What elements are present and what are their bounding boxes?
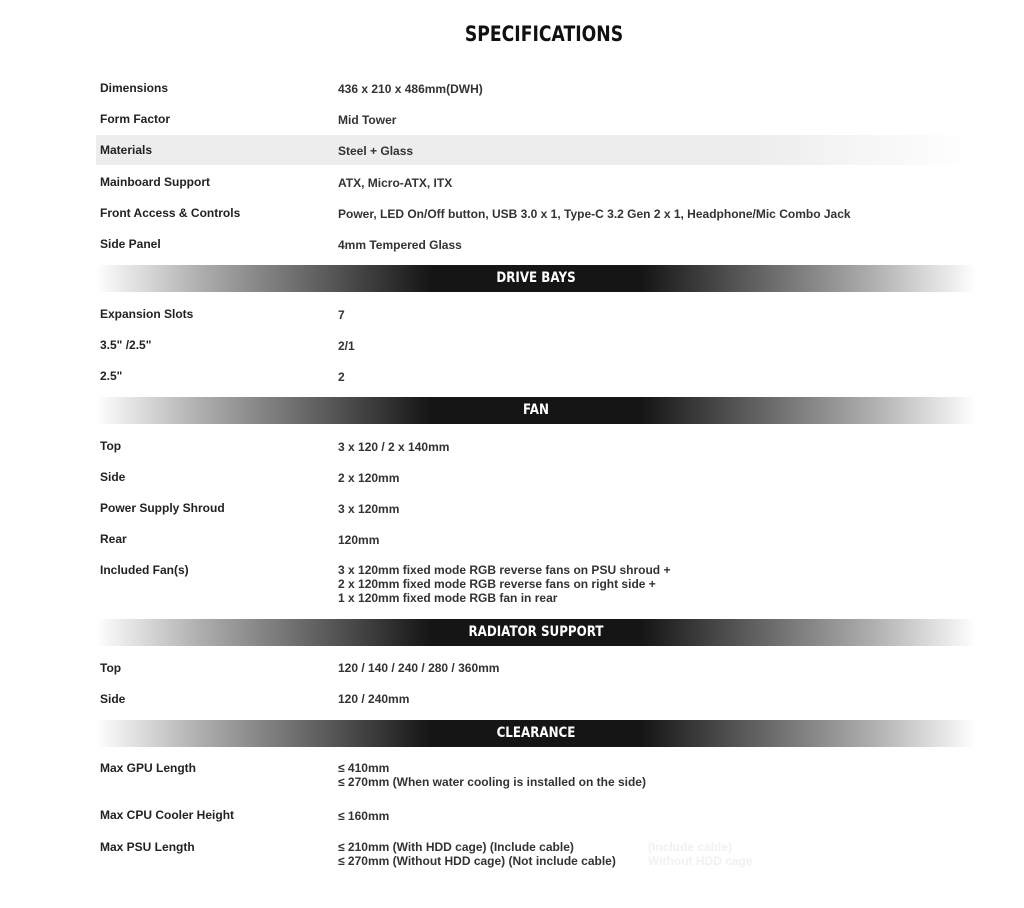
- spec-value: 120mm: [338, 533, 380, 547]
- spec-value: ≤ 410mm ≤ 270mm (When water cooling is installed on the side): [338, 761, 646, 789]
- spec-label: Included Fan(s): [100, 563, 189, 577]
- spec-row-form-factor: [96, 111, 976, 129]
- spec-value: Power, LED On/Off button, USB 3.0 x 1, Type-C 3.2 Gen 2 x 1, Headphone/Mic Combo Jack: [338, 207, 851, 221]
- spec-label: Max PSU Length: [100, 840, 195, 854]
- spec-label: Top: [100, 661, 122, 675]
- section-title: RADIATOR SUPPORT: [468, 624, 604, 640]
- spec-label: Expansion Slots: [100, 307, 194, 321]
- spec-label: Materials: [100, 143, 153, 157]
- spec-value: ATX, Micro-ATX, ITX: [338, 176, 453, 190]
- spec-value: 436 x 210 x 486mm(DWH): [338, 82, 483, 96]
- spec-value: 120 / 140 / 240 / 280 / 360mm: [338, 661, 500, 675]
- spec-value: 3 x 120 / 2 x 140mm: [338, 440, 450, 454]
- spec-row-radiator-side: [96, 691, 976, 709]
- spec-value: ≤ 210mm (With HDD cage) (Include cable) ≤ 270mm (Without HDD cage) (Not include cable): [338, 840, 616, 868]
- spec-value: 2: [338, 370, 345, 384]
- spec-row-expansion-slots: [96, 306, 976, 324]
- section-header-clearance: [96, 720, 976, 747]
- spec-label: Mainboard Support: [100, 175, 210, 189]
- spec-value: 3 x 120mm fixed mode RGB reverse fans on PSU shroud + 2 x 120mm fixed mode RGB reverse fans on right side + 1 x 120mm fixed mode RGB fan in rear: [338, 563, 671, 605]
- spec-value: 7: [338, 308, 345, 322]
- spec-row-fan-side: [96, 469, 976, 487]
- spec-row-fan-top: [96, 438, 976, 456]
- spec-value: Steel + Glass: [338, 144, 414, 158]
- spec-row-25: [96, 368, 976, 386]
- spec-value: Mid Tower: [338, 113, 397, 127]
- ghost-text: (Include cable) Without HDD cage: [648, 840, 753, 868]
- spec-value: ≤ 160mm: [338, 809, 390, 823]
- spec-label: Dimensions: [100, 81, 169, 95]
- spec-label: Power Supply Shroud: [100, 501, 225, 515]
- spec-row-max-gpu-length: [96, 760, 976, 792]
- spec-row-max-psu-length: [96, 839, 976, 871]
- spec-value: 2/1: [338, 339, 355, 353]
- spec-row-35-25: [96, 337, 976, 355]
- spec-row-side-panel: [96, 236, 976, 254]
- section-header-radiator-support: [96, 619, 976, 646]
- spec-row-dimensions: [96, 80, 976, 98]
- spec-value: 2 x 120mm: [338, 471, 400, 485]
- spec-row-radiator-top: [96, 660, 976, 678]
- spec-label: Max GPU Length: [100, 761, 197, 775]
- section-header-fan: [96, 397, 976, 424]
- spec-label: Top: [100, 439, 122, 453]
- spec-label: Side: [100, 470, 126, 484]
- spec-row-fan-rear: [96, 531, 976, 549]
- spec-label: Rear: [100, 532, 127, 546]
- spec-label: Front Access & Controls: [100, 206, 241, 220]
- spec-row-mainboard-support: [96, 174, 976, 192]
- spec-row-front-access: [96, 205, 976, 223]
- spec-row-power-supply-shroud: [96, 500, 976, 518]
- section-title: CLEARANCE: [496, 725, 576, 741]
- spec-value: 4mm Tempered Glass: [338, 238, 462, 252]
- page-title: SPECIFICATIONS: [464, 22, 624, 46]
- section-header-drive-bays: [96, 265, 976, 292]
- spec-label: Form Factor: [100, 112, 171, 126]
- spec-row-max-cpu-cooler-height: [96, 807, 976, 825]
- spec-label: Side Panel: [100, 237, 161, 251]
- section-title: DRIVE BAYS: [496, 270, 576, 286]
- spec-label: Max CPU Cooler Height: [100, 808, 235, 822]
- spec-label: Side: [100, 692, 126, 706]
- spec-row-included-fans: [96, 562, 976, 606]
- spec-label: 3.5" /2.5": [100, 338, 152, 352]
- spec-value: 3 x 120mm: [338, 502, 400, 516]
- spec-row-materials: [96, 135, 976, 165]
- spec-label: 2.5": [100, 369, 123, 383]
- spec-value: 120 / 240mm: [338, 692, 410, 706]
- section-title: FAN: [523, 402, 549, 418]
